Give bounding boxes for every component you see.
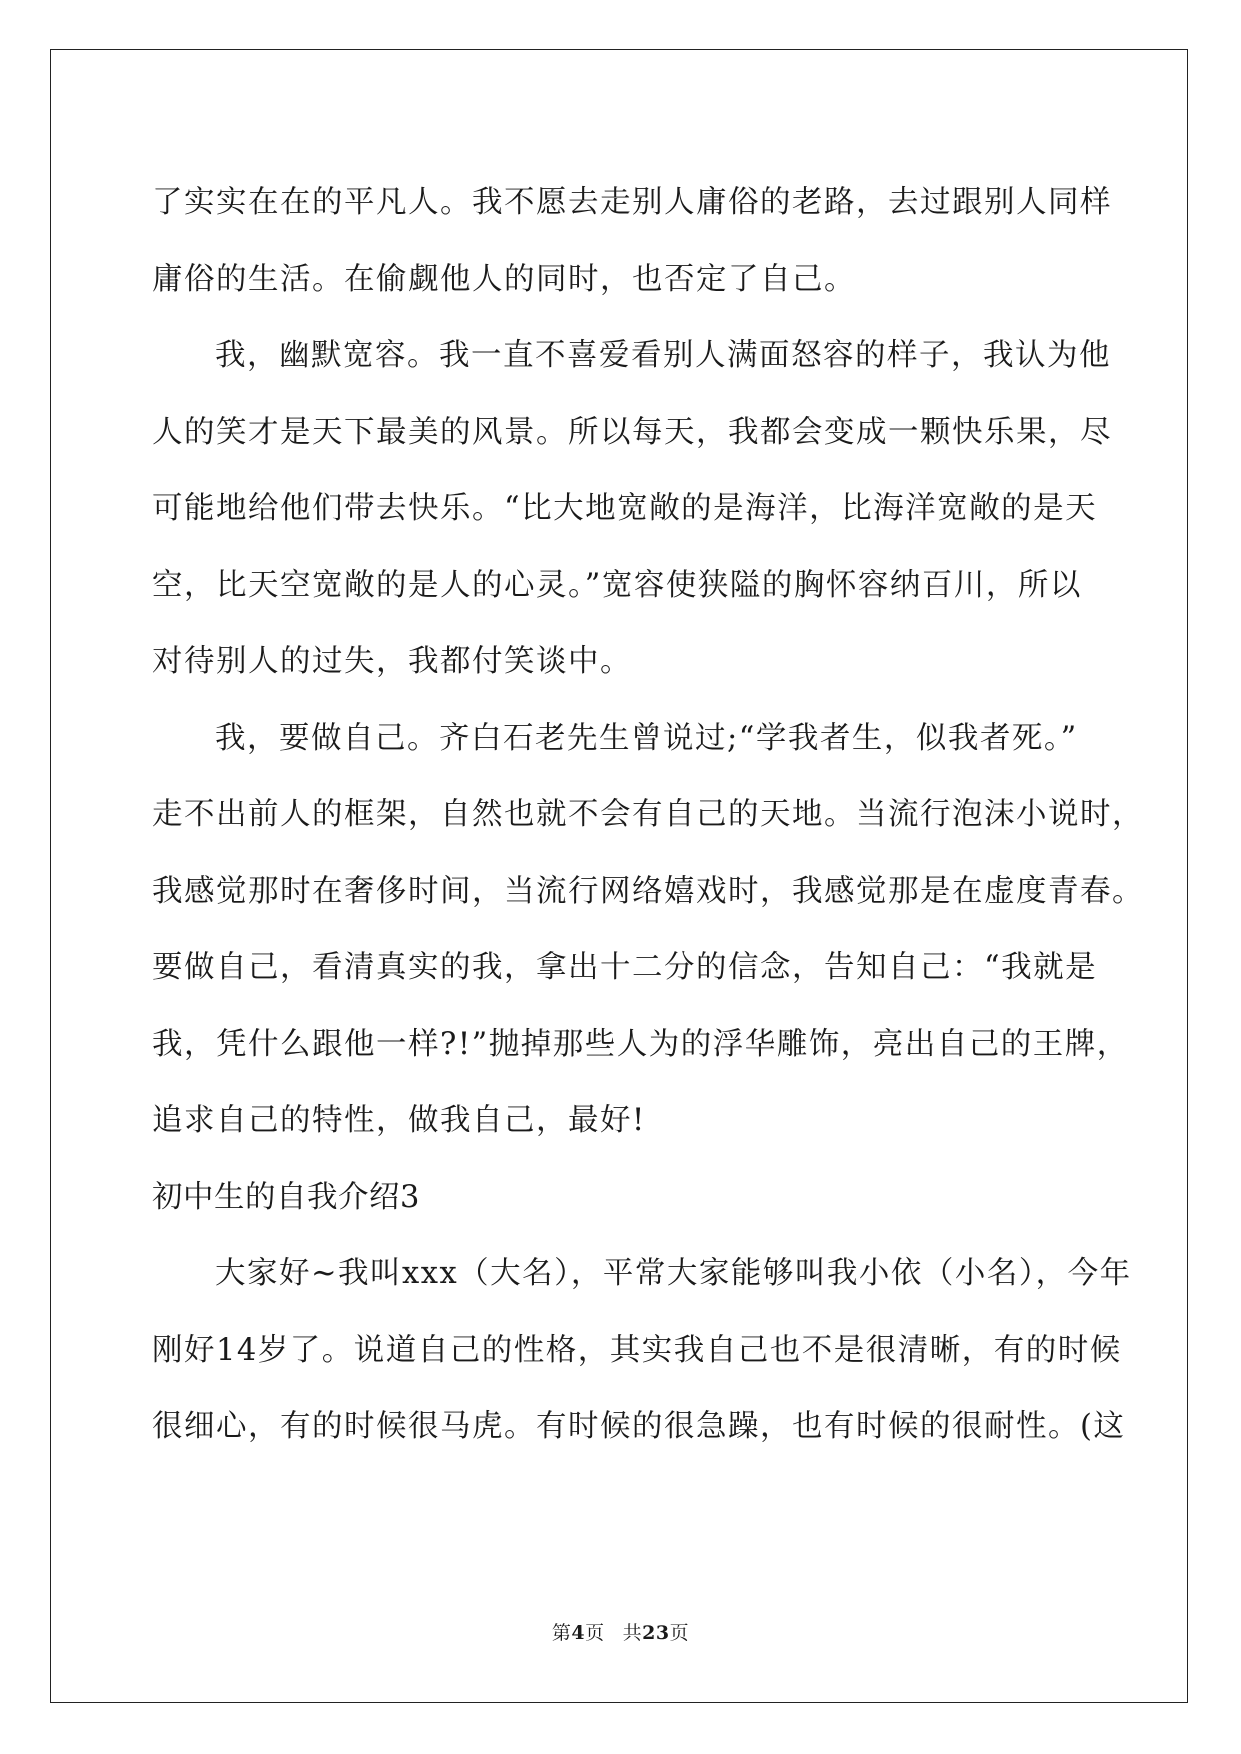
text-line: 要做自己，看清真实的我，拿出十二分的信念，告知自己：“我就是 <box>152 950 1098 985</box>
total-suffix: 页 <box>669 1622 690 1644</box>
text-line: 走不出前人的框架，自然也就不会有自己的天地。当流行泡沫小说时， <box>152 797 1144 832</box>
page-suffix: 页 <box>585 1622 605 1644</box>
text-line: 我感觉那时在奢侈时间，当流行网络嬉戏时，我感觉那是在虚度青春。 <box>152 873 1144 909</box>
text-line: 我，凭什么跟他一样?!”抛掉那些人为的浮华雕饰，亮出自己的王牌， <box>152 1026 1129 1062</box>
text-line: 很细心，有的时候很马虎。有时候的很急躁，也有时候的很耐性。(这 <box>152 1409 1126 1444</box>
text-line: 对待别人的过失，我都付笑谈中。 <box>152 644 632 679</box>
text-line: 人的笑才是天下最美的风景。所以每天，我都会变成一颗快乐果，尽 <box>152 414 1112 450</box>
total-pages: 23 <box>642 1622 670 1644</box>
text-line: 庸俗的生活。在偷觑他人的同时，也否定了自己。 <box>152 261 856 297</box>
document-body <box>152 165 1144 1466</box>
total-prefix: 共 <box>622 1622 643 1644</box>
text-line: 空，比天空宽敞的是人的心灵。”宽容使狭隘的胸怀容纳百川，所以 <box>152 567 1082 603</box>
text-line: 了实实在在的平凡人。我不愿去走别人庸俗的老路，去过跟别人同样 <box>152 185 1112 220</box>
text-line: 大家好~我叫xxx（大名），平常大家能够叫我小依（小名），今年 <box>215 1256 1132 1291</box>
text-line: 我，幽默宽容。我一直不喜爱看别人满面怒容的样子，我认为他 <box>215 338 1111 373</box>
text-line: 追求自己的特性，做我自己，最好! <box>152 1103 646 1138</box>
page-prefix: 第 <box>551 1622 572 1644</box>
text-line: 刚好14岁了。说道自己的性格，其实我自己也不是很清晰，有的时候 <box>152 1332 1122 1368</box>
section-heading: 初中生的自我介绍3 <box>152 1179 420 1215</box>
text-line: 我，要做自己。齐白石老先生曾说过;“学我者生，似我者死。” <box>215 720 1078 756</box>
page-number: 4 <box>571 1622 586 1644</box>
page-footer <box>0 1618 1241 1645</box>
text-line: 可能地给他们带去快乐。“比大地宽敞的是海洋，比海洋宽敞的是天 <box>152 491 1098 526</box>
